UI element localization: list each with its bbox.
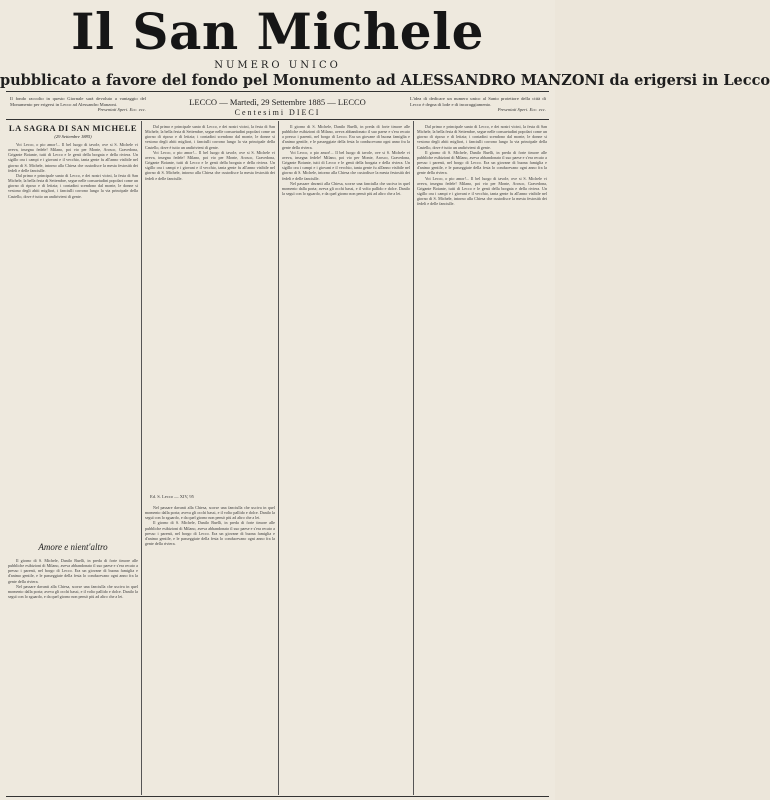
- article-1-body: [8, 142, 138, 534]
- column-rule-1: [141, 121, 142, 795]
- column-2-upper: [145, 124, 275, 489]
- left-notice-text: Il fondo raccolto in questo Giornale sarà devoluto a vantaggio del Monumento per erigersi in Lecco ad Alessandro Manzoni.: [10, 96, 146, 107]
- page-bottom-rule: [6, 796, 549, 797]
- continuation-paragraph: Nel passare davanti alla Chiesa, scorse una fanciulla che usciva in quel momento dalla porta; aveva gli occhi bassi, e il volto pallido e dolce. Danilo la seguì con lo sguardo, e da quel giorno non pensò più ad altro che a lei.: [282, 180, 410, 197]
- article-1-byline: (29 Settembre 1885): [54, 134, 92, 139]
- right-notice-signature: Presentati Speri. Ecc. ecc.: [497, 107, 546, 113]
- continuation-paragraph: Voi Lecco, o pio amor!... Il bel luogo di tavole, ove si S. Michele vi aveva, insegna fedele! Milano, poi vio per Monte, Arosco, Gravedona, Grigante Boiante, tutti di Lecco e le genti della borgata e della riviera. Un sigillo ora i campi e i giovani e il vecchio, tanta gente fu all'anno visibile nel giorno di S. Michele, intorno alla Chiesa che custodisce la mesta festosità dei fedeli e delle fanciulle.: [417, 175, 547, 207]
- article-1-paragraph: Dal primo e principale santo di Lecco, e dei nostri vicini, la festa di San Michele, la bella festa di Settembre, segue nelle consuetudini popolari come un giorno di riposo e di letizia; i contadini scendono dal monte, le donne si vestono degli abiti migliori, i fanciulli corrono lungo la via principale della Castello, dove è tutto un andirivieni di gente.: [8, 172, 138, 199]
- column-3: [282, 124, 410, 795]
- continuation-paragraph: Nel passare davanti alla Chiesa, scorse una fanciulla che usciva in quel momento dalla porta; aveva gli occhi bassi, e il volto pallido e dolce. Danilo la seguì con lo sguardo, e da quel giorno non pensò più ad altro che a lei.: [145, 505, 275, 521]
- column-rule-2: [278, 121, 279, 795]
- continuation-paragraph: Voi Lecco, o pio amor!... Il bel luogo di tavole, ove si S. Michele vi aveva, insegna fedele! Milano, poi vio per Monte, Arosco, Gravedona, Grigante Boiante, tutti di Lecco e le genti della borgata e della riviera. Un sigillo ora i campi e i giovani e il vecchio, tanta gente fu all'anno visibile nel giorno di S. Michele, intorno alla Chiesa che custodisce la mesta festosità dei fedeli e delle fanciulle.: [145, 149, 275, 181]
- dateline: LECCO — Martedì, 29 Settembre 1885 — LECCO: [189, 97, 366, 107]
- article-2-body: [8, 558, 138, 794]
- continuation-paragraph: Dal primo e principale santo di Lecco, e dei nostri vicini, la festa di San Michele, la bella festa di Settembre, segue nelle consuetudini popolari come un giorno di riposo e di letizia; i contadini scendono dal monte, le donne si vestono degli abiti migliori, i fanciulli corrono lungo la via principale della Castello, dove è tutto un andirivieni di gente.: [145, 124, 275, 150]
- article-2-paragraph: Nel passare davanti alla Chiesa, scorse una fanciulla che usciva in quel momento dalla porta; aveva gli occhi bassi, e il volto pallido e dolce. Danilo la seguì con lo sguardo, e da quel giorno non pensò più ad altro che a lei.: [8, 583, 138, 600]
- publication-line: pubblicato a favore del fondo pel Monumento ad ALESSANDRO MANZONI da erigersi in Lecco: [0, 72, 770, 89]
- right-notice-text: L'idea di dedicare un numero unico al Santo protettore della città di Lecco è degna di lode e di incoraggiamento.: [410, 96, 546, 107]
- column-rule-3: [413, 121, 414, 795]
- continuation-paragraph: Voi Lecco, o pio amor!... Il bel luogo di tavole, ove si S. Michele vi aveva, insegna fedele! Milano, poi vio per Monte, Arosco, Gravedona, Grigante Boiante, tutti di Lecco e le genti della borgata e della riviera. Un sigillo ora i campi e i giovani e il vecchio, tanta gente fu all'anno visibile nel giorno di S. Michele, intorno alla Chiesa che custodisce la mesta festosità dei fedeli e delle fanciulle.: [282, 149, 410, 181]
- article-1-paragraph: Voi Lecco, o pio amor!... Il bel luogo di tavole, ove si S. Michele vi aveva, insegna fedele! Milano, poi vio per Monte, Arosco, Gravedona, Grigante Boiante, tutti di Lecco e le genti della borgata e della riviera. Un sigillo ora i campi e i giovani e il vecchio, tanta gente fu all'anno visibile nel giorno di S. Michele, intorno alla Chiesa che custodisce la mesta festosità dei fedeli e delle fanciulle.: [8, 142, 138, 173]
- masthead-rule-top: [6, 91, 549, 92]
- masthead-rule-bottom: [6, 119, 549, 120]
- price-line: Centesimi DIECI: [234, 108, 321, 117]
- continuation-paragraph: Il giorno di S. Michele, Danilo Buelli, in preda di forte timore alle pubbliche esibizioni di Milano, aveva abbandonato il suo paese e s'era recato a presso i parenti, nel borgo di Lecco. Era un giovane di buona famiglia e d'animo gentile, e le passeggiate della festa lo conducevano ogni anno fra la gente della riviera.: [417, 149, 547, 176]
- column-4: [417, 124, 547, 795]
- right-notice-box: [410, 96, 546, 113]
- left-notice-box: [10, 96, 146, 113]
- article-1-heading: LA SAGRA DI SAN MICHELE: [8, 123, 138, 133]
- column-2-lower: [145, 505, 275, 795]
- newspaper-title: Il San Michele: [71, 2, 484, 61]
- continuation-paragraph: Il giorno di S. Michele, Danilo Buelli, in preda di forte timore alle pubbliche esibizioni di Milano, aveva abbandonato il suo paese e s'era recato a presso i parenti, nel borgo di Lecco. Era un giovane di buona famiglia e d'animo gentile, e le passeggiate della festa lo conducevano ogni anno fra la gente della riviera.: [145, 520, 275, 547]
- article-2-heading: Amore e nient'altro: [38, 542, 108, 552]
- continuation-paragraph: Il giorno di S. Michele, Danilo Buelli, in preda di forte timore alle pubbliche esibizioni di Milano, aveva abbandonato il suo paese e s'era recato a presso i parenti, nel borgo di Lecco. Era un giovane di buona famiglia e d'animo gentile, e le passeggiate della festa lo conducevano ogni anno fra la gente della riviera.: [282, 124, 410, 150]
- newspaper-subtitle: NUMERO UNICO: [214, 60, 341, 71]
- footer-signature: Ed. S. Lecco — XIV, 95: [150, 494, 194, 499]
- left-notice-signature: Presentati Speri. Ecc. ecc.: [97, 107, 146, 113]
- continuation-paragraph: Dal primo e principale santo di Lecco, e dei nostri vicini, la festa di San Michele, la bella festa di Settembre, segue nelle consuetudini popolari come un giorno di riposo e di letizia; i contadini scendono dal monte, le donne si vestono degli abiti migliori, i fanciulli corrono lungo la via principale della Castello, dove è tutto un andirivieni di gente.: [417, 124, 547, 150]
- article-2-paragraph: Il giorno di S. Michele, Danilo Buelli, in preda di forte timore alle pubbliche esibizioni di Milano, aveva abbandonato il suo paese e s'era recato a presso i parenti, nel borgo di Lecco. Era un giovane di buona famiglia e d'animo gentile, e le passeggiate della festa lo conducevano ogni anno fra la gente della riviera.: [8, 558, 138, 584]
